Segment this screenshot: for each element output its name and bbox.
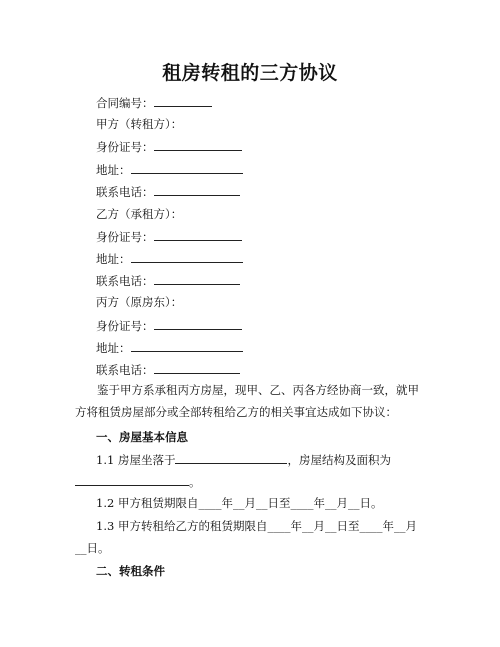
clause-1-3-continuation: __日。 xyxy=(75,541,110,555)
document-title: 租房转租的三方协议 xyxy=(162,62,338,84)
section-1-heading: 一、房屋基本信息 xyxy=(96,430,188,444)
clause-1-3: 1.3 甲方转租给乙方的租赁期限自____年__月__日至____年__月 xyxy=(96,519,417,533)
property-area-blank xyxy=(75,473,189,486)
party-b-id-label: 身份证号： xyxy=(96,230,154,244)
clause-1-1-text-a: 1.1 房屋坐落于 xyxy=(96,453,176,467)
party-b-phone-label: 联系电话： xyxy=(96,274,154,288)
section-2-heading: 二、转租条件 xyxy=(96,564,165,578)
contract-number-label: 合同编号： xyxy=(96,96,154,110)
party-b-phone-line xyxy=(96,272,240,289)
clause-1-1-line xyxy=(96,451,391,468)
party-b-address-blank xyxy=(131,250,243,263)
party-b-address-label: 地址： xyxy=(96,252,131,266)
party-a-phone-label: 联系电话： xyxy=(96,185,154,199)
party-b-heading: 乙方（承租方）： xyxy=(96,207,183,221)
party-a-id-line xyxy=(96,138,242,155)
party-c-phone-blank xyxy=(154,361,240,374)
party-a-id-label: 身份证号： xyxy=(96,140,154,154)
party-a-id-blank xyxy=(154,138,242,151)
party-c-id-label: 身份证号： xyxy=(96,319,154,333)
party-a-phone-line xyxy=(96,183,240,200)
party-c-address-label: 地址： xyxy=(96,341,131,355)
party-c-address-line xyxy=(96,339,243,356)
party-c-phone-label: 联系电话： xyxy=(96,363,154,377)
party-a-heading: 甲方（转租方）： xyxy=(96,117,183,131)
party-a-address-line xyxy=(96,161,243,178)
party-c-phone-line xyxy=(96,361,240,378)
party-c-heading: 丙方（原房东）： xyxy=(96,295,183,309)
party-a-address-label: 地址： xyxy=(96,163,131,177)
clause-1-1-text-b: ，房屋结构及面积为 xyxy=(287,453,391,467)
intro-paragraph xyxy=(75,379,430,423)
party-a-address-blank xyxy=(131,161,243,174)
clause-1-1-end: 。 xyxy=(189,475,201,489)
party-c-address-blank xyxy=(131,339,243,352)
clause-1-2: 1.2 甲方租赁期限自____年__月__日至____年__月__日。 xyxy=(96,496,383,510)
party-b-address-line xyxy=(96,250,243,267)
party-b-id-line xyxy=(96,228,242,245)
contract-number-blank xyxy=(154,94,212,107)
party-a-phone-blank xyxy=(154,183,240,196)
contract-number-line xyxy=(96,94,212,111)
party-c-id-blank xyxy=(154,317,242,330)
clause-1-1-continuation xyxy=(75,473,201,490)
party-b-id-blank xyxy=(154,228,242,241)
property-location-blank xyxy=(175,451,287,464)
intro-text: 鉴于甲方系承租丙方房屋，现甲、乙、丙各方经协商一致，就甲方将租赁房屋部分或全部转租给乙方的相关事宜达成如下协议： xyxy=(75,383,419,419)
party-c-id-line xyxy=(96,317,242,334)
party-b-phone-blank xyxy=(154,272,240,285)
